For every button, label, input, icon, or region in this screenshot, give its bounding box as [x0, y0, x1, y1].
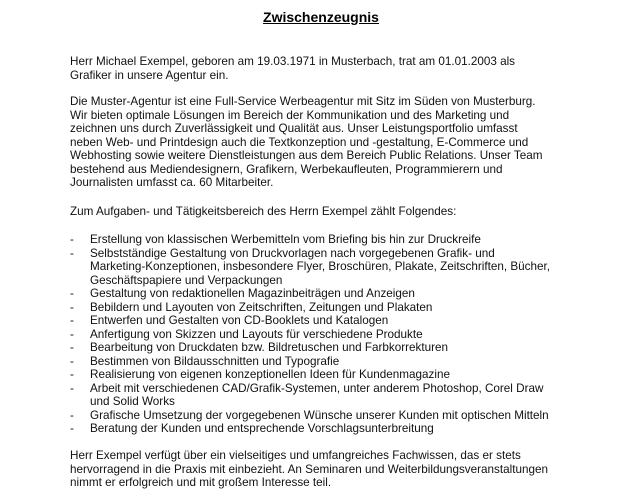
paragraph-line: Grafiker in unsere Agentur ein.: [70, 68, 229, 82]
bullet-dash: -: [70, 300, 74, 314]
list-item: [70, 328, 550, 342]
list-item: [70, 301, 550, 315]
list-item: [70, 368, 550, 382]
list-item: [70, 314, 550, 328]
bullet-dash: -: [70, 354, 74, 368]
paragraph-line: Wir bieten optimale Lösungen im Bereich der Kommunikation und des Marketing und: [70, 108, 510, 122]
paragraph-line: zeichnen uns durch Zuverlässigkeit und Qualität aus. Unser Leistungsportfolio umfasst: [70, 122, 518, 135]
list-item: [70, 422, 550, 436]
paragraph-line: Die Muster-Agentur ist eine Full-Service Werbeagentur mit Sitz im Süden von Musterburg.: [70, 95, 536, 108]
list-item-line: Geschäftspapiere und Verpackungen: [90, 273, 283, 287]
list-item-line: Erstellung von klassischen Werbemitteln vom Briefing bis hin zur Druckreife: [90, 233, 481, 246]
company-paragraph: [70, 95, 543, 190]
list-item-line: Bearbeitung von Druckdaten bzw. Bildretuschen und Farbkorrekturen: [90, 341, 448, 354]
paragraph-line: Journalisten umfasst ca. 60 Mitarbeiter.: [70, 176, 274, 189]
paragraph-line: nimmt er erfolgreich und mit großem Interesse teil.: [70, 476, 332, 489]
paragraph-line: Herr Michael Exempel, geboren am 19.03.1971 in Musterbach, trat am 01.01.2003 als: [70, 55, 516, 68]
list-item-line: Bestimmen von Bildausschnitten und Typografie: [90, 354, 340, 368]
paragraph-line: bestehend aus Mediendesignern, Grafikern, Werbekaufleuten, Programmierern und: [70, 162, 503, 176]
list-item: [70, 247, 550, 288]
paragraph-line: Webhosting sowie weitere Dienstleistungen aus dem Bereich Public Relations. Unser Team: [70, 149, 543, 162]
bullet-dash: -: [70, 287, 74, 300]
bullet-dash: -: [70, 381, 74, 395]
bullet-dash: -: [70, 314, 74, 327]
list-item-line: Grafische Umsetzung der vorgegebenen Wünsche unserer Kunden mit optischen Mitteln: [90, 408, 549, 422]
bullet-dash: -: [70, 368, 74, 381]
list-item: [70, 341, 550, 355]
list-item: [70, 355, 550, 369]
list-item-line: Anfertigung von Skizzen und Layouts für verschiedene Produkte: [90, 327, 423, 341]
intro-paragraph: [70, 55, 515, 82]
list-item: [70, 382, 550, 409]
paragraph-line: hervorragend in die Praxis mit einbezieht. An Seminaren und Weiterbildungsveranstaltungen: [70, 462, 548, 476]
list-item-line: Beratung der Kunden und entsprechende Vorschlagsunterbreitung: [90, 422, 434, 435]
paragraph-line: neben Web- und Printdesign auch die Textkonzeption und -gestaltung, E-Commerce und: [70, 135, 529, 149]
closing-paragraph: [70, 449, 548, 490]
bullet-dash: -: [70, 422, 74, 435]
task-list: [70, 233, 550, 436]
list-item-line: Entwerfen und Gestalten von CD-Booklets und Katalogen: [90, 314, 389, 327]
bullet-dash: -: [70, 341, 74, 354]
list-item: [70, 233, 550, 247]
bullet-dash: -: [70, 233, 74, 246]
bullet-dash: -: [70, 246, 74, 260]
list-item-line: Selbstständige Gestaltung von Druckvorlagen nach vorgegebenen Grafik- und: [90, 246, 495, 260]
list-item: [70, 287, 550, 301]
paragraph-line: Herr Exempel verfügt über ein vielseitiges und umfangreiches Fachwissen, das er stets: [70, 449, 521, 462]
list-item-line: Bebildern und Layouten von Zeitschriften, Zeitungen und Plakaten: [90, 300, 433, 314]
list-item-line: Gestaltung von redaktionellen Magazinbeiträgen und Anzeigen: [90, 287, 415, 300]
list-item-line: und Solid Works: [90, 395, 175, 408]
document-title: Zwischenzeugnis: [263, 9, 379, 25]
bullet-dash: -: [70, 327, 74, 341]
list-item-line: Realisierung von eigenen konzeptionellen Ideen für Kundenmagazine: [90, 368, 450, 381]
list-item: [70, 409, 550, 423]
list-item-line: Arbeit mit verschiedenen CAD/Grafik-Systemen, unter anderem Photoshop, Corel Draw: [90, 381, 544, 395]
list-item-line: Marketing-Konzeptionen, insbesondere Flyer, Broschüren, Plakate, Zeitschriften, Bücher,: [90, 260, 550, 273]
tasks-heading: [70, 205, 456, 219]
bullet-dash: -: [70, 408, 74, 422]
paragraph-line: Zum Aufgaben- und Tätigkeitsbereich des Herrn Exempel zählt Folgendes:: [70, 205, 457, 218]
